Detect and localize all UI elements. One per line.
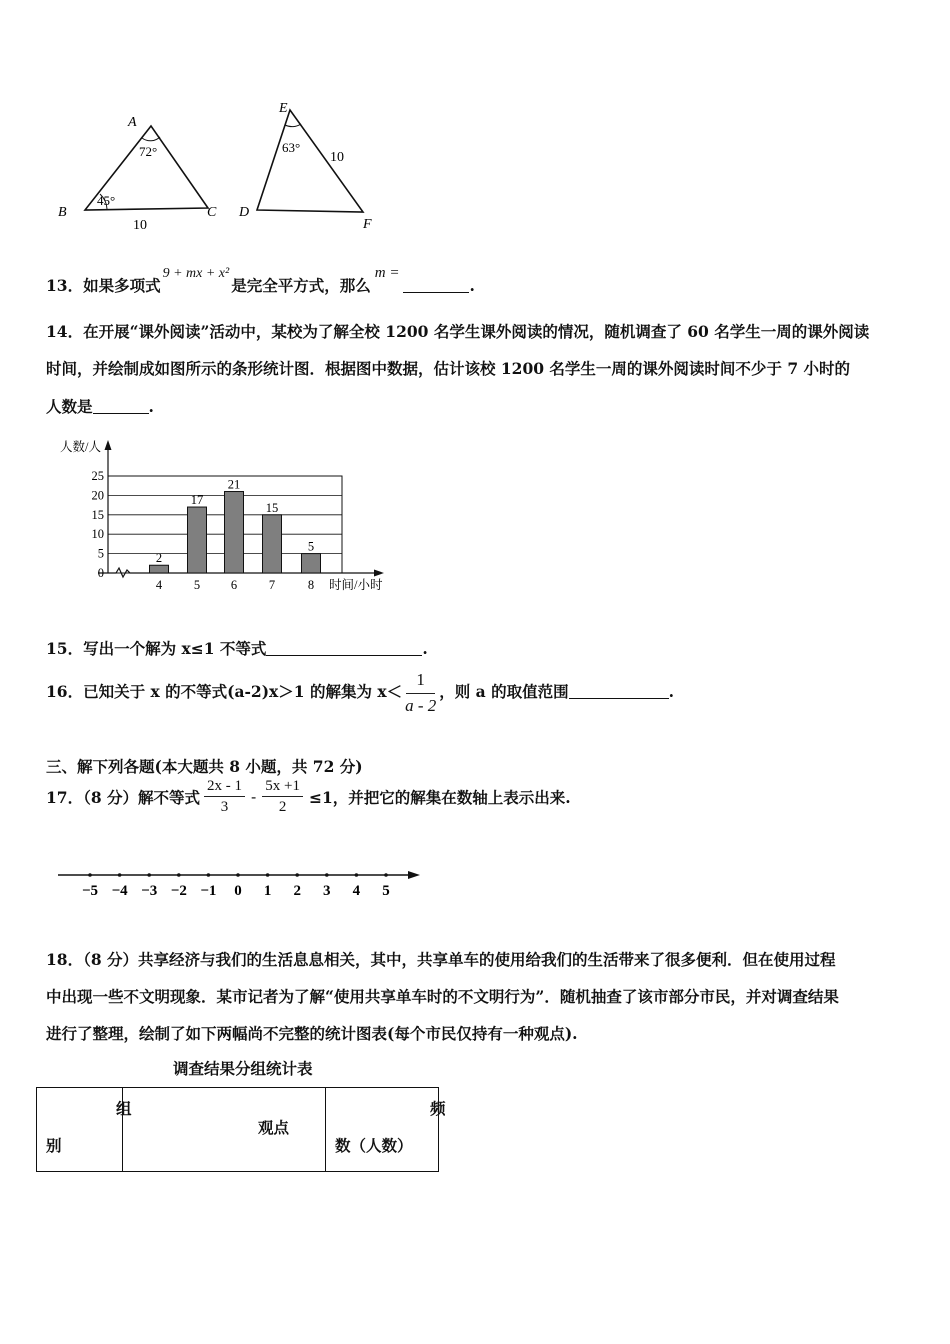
q17-fraction-1 bbox=[204, 778, 245, 816]
chart-x-tick-label: 5 bbox=[193, 578, 201, 592]
number-line-label: −4 bbox=[111, 883, 128, 899]
side-ef-label: 10 bbox=[330, 150, 344, 165]
q14-line-1: 14．在开展“课外阅读”活动中，某校为了解全校 1200 名学生课外阅读的情况，随机调查了 60 名学生一周的课外阅读 bbox=[46, 322, 870, 341]
chart-y-tick-label: 25 bbox=[91, 469, 104, 483]
chart-y-tick-label: 15 bbox=[91, 507, 104, 522]
chart-bar-value-label: 21 bbox=[227, 477, 241, 492]
question-15 bbox=[46, 637, 428, 659]
q17-minus: - bbox=[251, 788, 257, 806]
triangle-abc bbox=[58, 115, 217, 233]
header-opinion bbox=[123, 1088, 326, 1172]
chart-y-tick-label: 0 bbox=[97, 566, 104, 580]
q15-answer-blank[interactable] bbox=[266, 641, 422, 656]
number-line-tick bbox=[118, 873, 122, 877]
chart-y-tick-label: 20 bbox=[91, 488, 104, 503]
bar-chart bbox=[50, 432, 400, 604]
number-line-label: 1 bbox=[263, 883, 272, 899]
q13-variable: m = bbox=[374, 265, 400, 281]
q16-end: . bbox=[668, 681, 675, 701]
number-line-tick bbox=[295, 873, 299, 877]
chart-x-tick-label: 8 bbox=[307, 578, 315, 592]
q14-answer-blank[interactable] bbox=[93, 399, 149, 414]
q18-line-3: 进行了整理，绘制了如下两幅尚不完整的统计图表(每个市民仅持有一种观点). bbox=[46, 1024, 578, 1043]
header-frequency bbox=[326, 1088, 446, 1172]
number-line-label: −1 bbox=[200, 883, 217, 899]
number-line-tick bbox=[266, 873, 270, 877]
chart-x-axis-label: 时间/小时 bbox=[329, 578, 383, 592]
section-3-title: 三、解下列各题(本大题共 8 小题，共 72 分) bbox=[46, 757, 363, 776]
chart-x-tick-label: 4 bbox=[155, 578, 163, 592]
header-frequency-top: 频 bbox=[430, 1099, 446, 1118]
number-line-label: 5 bbox=[382, 883, 390, 899]
q16-answer-blank[interactable] bbox=[569, 684, 669, 699]
q13-end: . bbox=[469, 276, 475, 295]
chart-y-axis-arrow bbox=[105, 440, 112, 450]
chart-x-tick-label: 6 bbox=[230, 578, 238, 592]
q17-fraction-2 bbox=[262, 778, 303, 816]
question-13 bbox=[46, 262, 475, 294]
number-line-tick bbox=[177, 873, 181, 877]
q17-fraction-1-num: 2x - 1 bbox=[204, 778, 245, 797]
q13-answer-blank[interactable] bbox=[403, 278, 469, 293]
q15-end: . bbox=[422, 639, 428, 658]
q14-line-2: 时间，并绘制成如图所示的条形统计图．根据图中数据，估计该校 1200 名学生一周的课外阅读时间不少于 7 小时的 bbox=[46, 359, 851, 378]
chart-bar bbox=[263, 515, 282, 573]
q16-fraction bbox=[402, 670, 439, 716]
q17-text: 17．（8 分）解不等式 bbox=[46, 788, 201, 807]
chart-bar-value-label: 15 bbox=[265, 500, 279, 515]
header-opinion-label: 观点 bbox=[258, 1118, 290, 1137]
header-frequency-bottom: 数（人数） bbox=[335, 1136, 413, 1155]
chart-bar-value-label: 17 bbox=[190, 493, 204, 508]
number-line[interactable] bbox=[50, 862, 430, 904]
question-17 bbox=[46, 778, 571, 816]
number-line-label: −2 bbox=[170, 883, 187, 899]
number-line-label: −3 bbox=[141, 883, 158, 899]
number-line-tick bbox=[207, 873, 211, 877]
header-group bbox=[37, 1088, 132, 1172]
q16-text-after: ，则 a 的取值范围 bbox=[439, 682, 569, 701]
table-header-row bbox=[37, 1088, 439, 1172]
q18-line-2: 中出现一些不文明现象．某市记者为了解“使用共享单车时的不文明行为”．随机抽查了该市部分市民，并对调查结果 bbox=[46, 987, 839, 1006]
number-line-tick bbox=[147, 873, 151, 877]
vertex-f-label: F bbox=[363, 217, 372, 232]
number-line-label: 2 bbox=[293, 883, 301, 899]
header-group-bottom: 别 bbox=[46, 1136, 62, 1155]
number-line-tick bbox=[88, 873, 92, 877]
angle-b-label: 45° bbox=[97, 193, 116, 208]
q13-text-before: 13．如果多项式 bbox=[46, 276, 161, 295]
chart-bar-value-label: 5 bbox=[307, 539, 315, 554]
number-line-arrow bbox=[408, 871, 420, 879]
number-line-label: −5 bbox=[81, 883, 99, 899]
q17-text-after: ≤1，并把它的解集在数轴上表示出来. bbox=[308, 788, 571, 807]
chart-bar bbox=[150, 565, 169, 573]
q17-fraction-2-den: 2 bbox=[278, 799, 287, 815]
survey-table bbox=[36, 1087, 446, 1172]
q16-fraction-den: a - 2 bbox=[405, 696, 437, 715]
chart-x-axis-arrow bbox=[374, 570, 384, 577]
chart-bar-value-label: 2 bbox=[155, 551, 163, 566]
chart-bar bbox=[225, 492, 244, 573]
side-bc-label: 10 bbox=[133, 218, 147, 233]
number-line-label: 0 bbox=[234, 883, 242, 899]
number-line-label: 3 bbox=[323, 883, 331, 899]
header-group-top: 组 bbox=[116, 1099, 132, 1118]
number-line-tick bbox=[355, 873, 359, 877]
chart-y-tick-label: 10 bbox=[91, 527, 104, 542]
q17-fraction-2-num: 5x +1 bbox=[262, 778, 303, 797]
vertex-d-label: D bbox=[239, 205, 250, 220]
number-line-tick bbox=[236, 873, 240, 877]
angle-e-label: 63° bbox=[282, 140, 301, 155]
table-caption: 调查结果分组统计表 bbox=[173, 1059, 313, 1078]
q17-fraction-1-den: 3 bbox=[220, 799, 229, 815]
q14-line-3-text: 人数是 bbox=[46, 397, 93, 416]
vertex-e-label: E bbox=[279, 101, 288, 116]
number-line-tick bbox=[384, 873, 388, 877]
q15-text: 15．写出一个解为 x≤1 不等式 bbox=[46, 639, 267, 658]
vertex-a-label: A bbox=[128, 115, 137, 130]
triangles-figure bbox=[50, 98, 390, 238]
angle-a-label: 72° bbox=[139, 144, 158, 159]
q16-text: 16．已知关于 x 的不等式(a-2)x＞1 的解集为 x＜ bbox=[46, 682, 403, 701]
q13-text-mid: 是完全平方式，那么 bbox=[231, 276, 371, 295]
number-line-tick bbox=[325, 873, 329, 877]
q13-polynomial: 9 + mx + x² bbox=[162, 266, 230, 281]
chart-y-axis-label: 人数/人 bbox=[60, 440, 101, 454]
chart-x-tick-label: 7 bbox=[268, 578, 276, 592]
q16-fraction-num: 1 bbox=[406, 670, 435, 694]
vertex-b-label: B bbox=[58, 205, 67, 220]
vertex-c-label: C bbox=[207, 205, 217, 220]
q14-end: . bbox=[148, 397, 154, 416]
triangle-def bbox=[238, 101, 372, 232]
chart-bar bbox=[188, 507, 207, 573]
q18-line-1: 18．（8 分）共享经济与我们的生活息息相关，其中，共享单车的使用给我们的生活带来了很多便利．但在使用过程 bbox=[46, 950, 836, 969]
question-16 bbox=[46, 670, 674, 716]
chart-y-tick-label: 5 bbox=[97, 546, 104, 561]
number-line-label: 4 bbox=[352, 883, 361, 899]
q14-line-3 bbox=[46, 395, 154, 417]
chart-bar bbox=[302, 554, 321, 573]
